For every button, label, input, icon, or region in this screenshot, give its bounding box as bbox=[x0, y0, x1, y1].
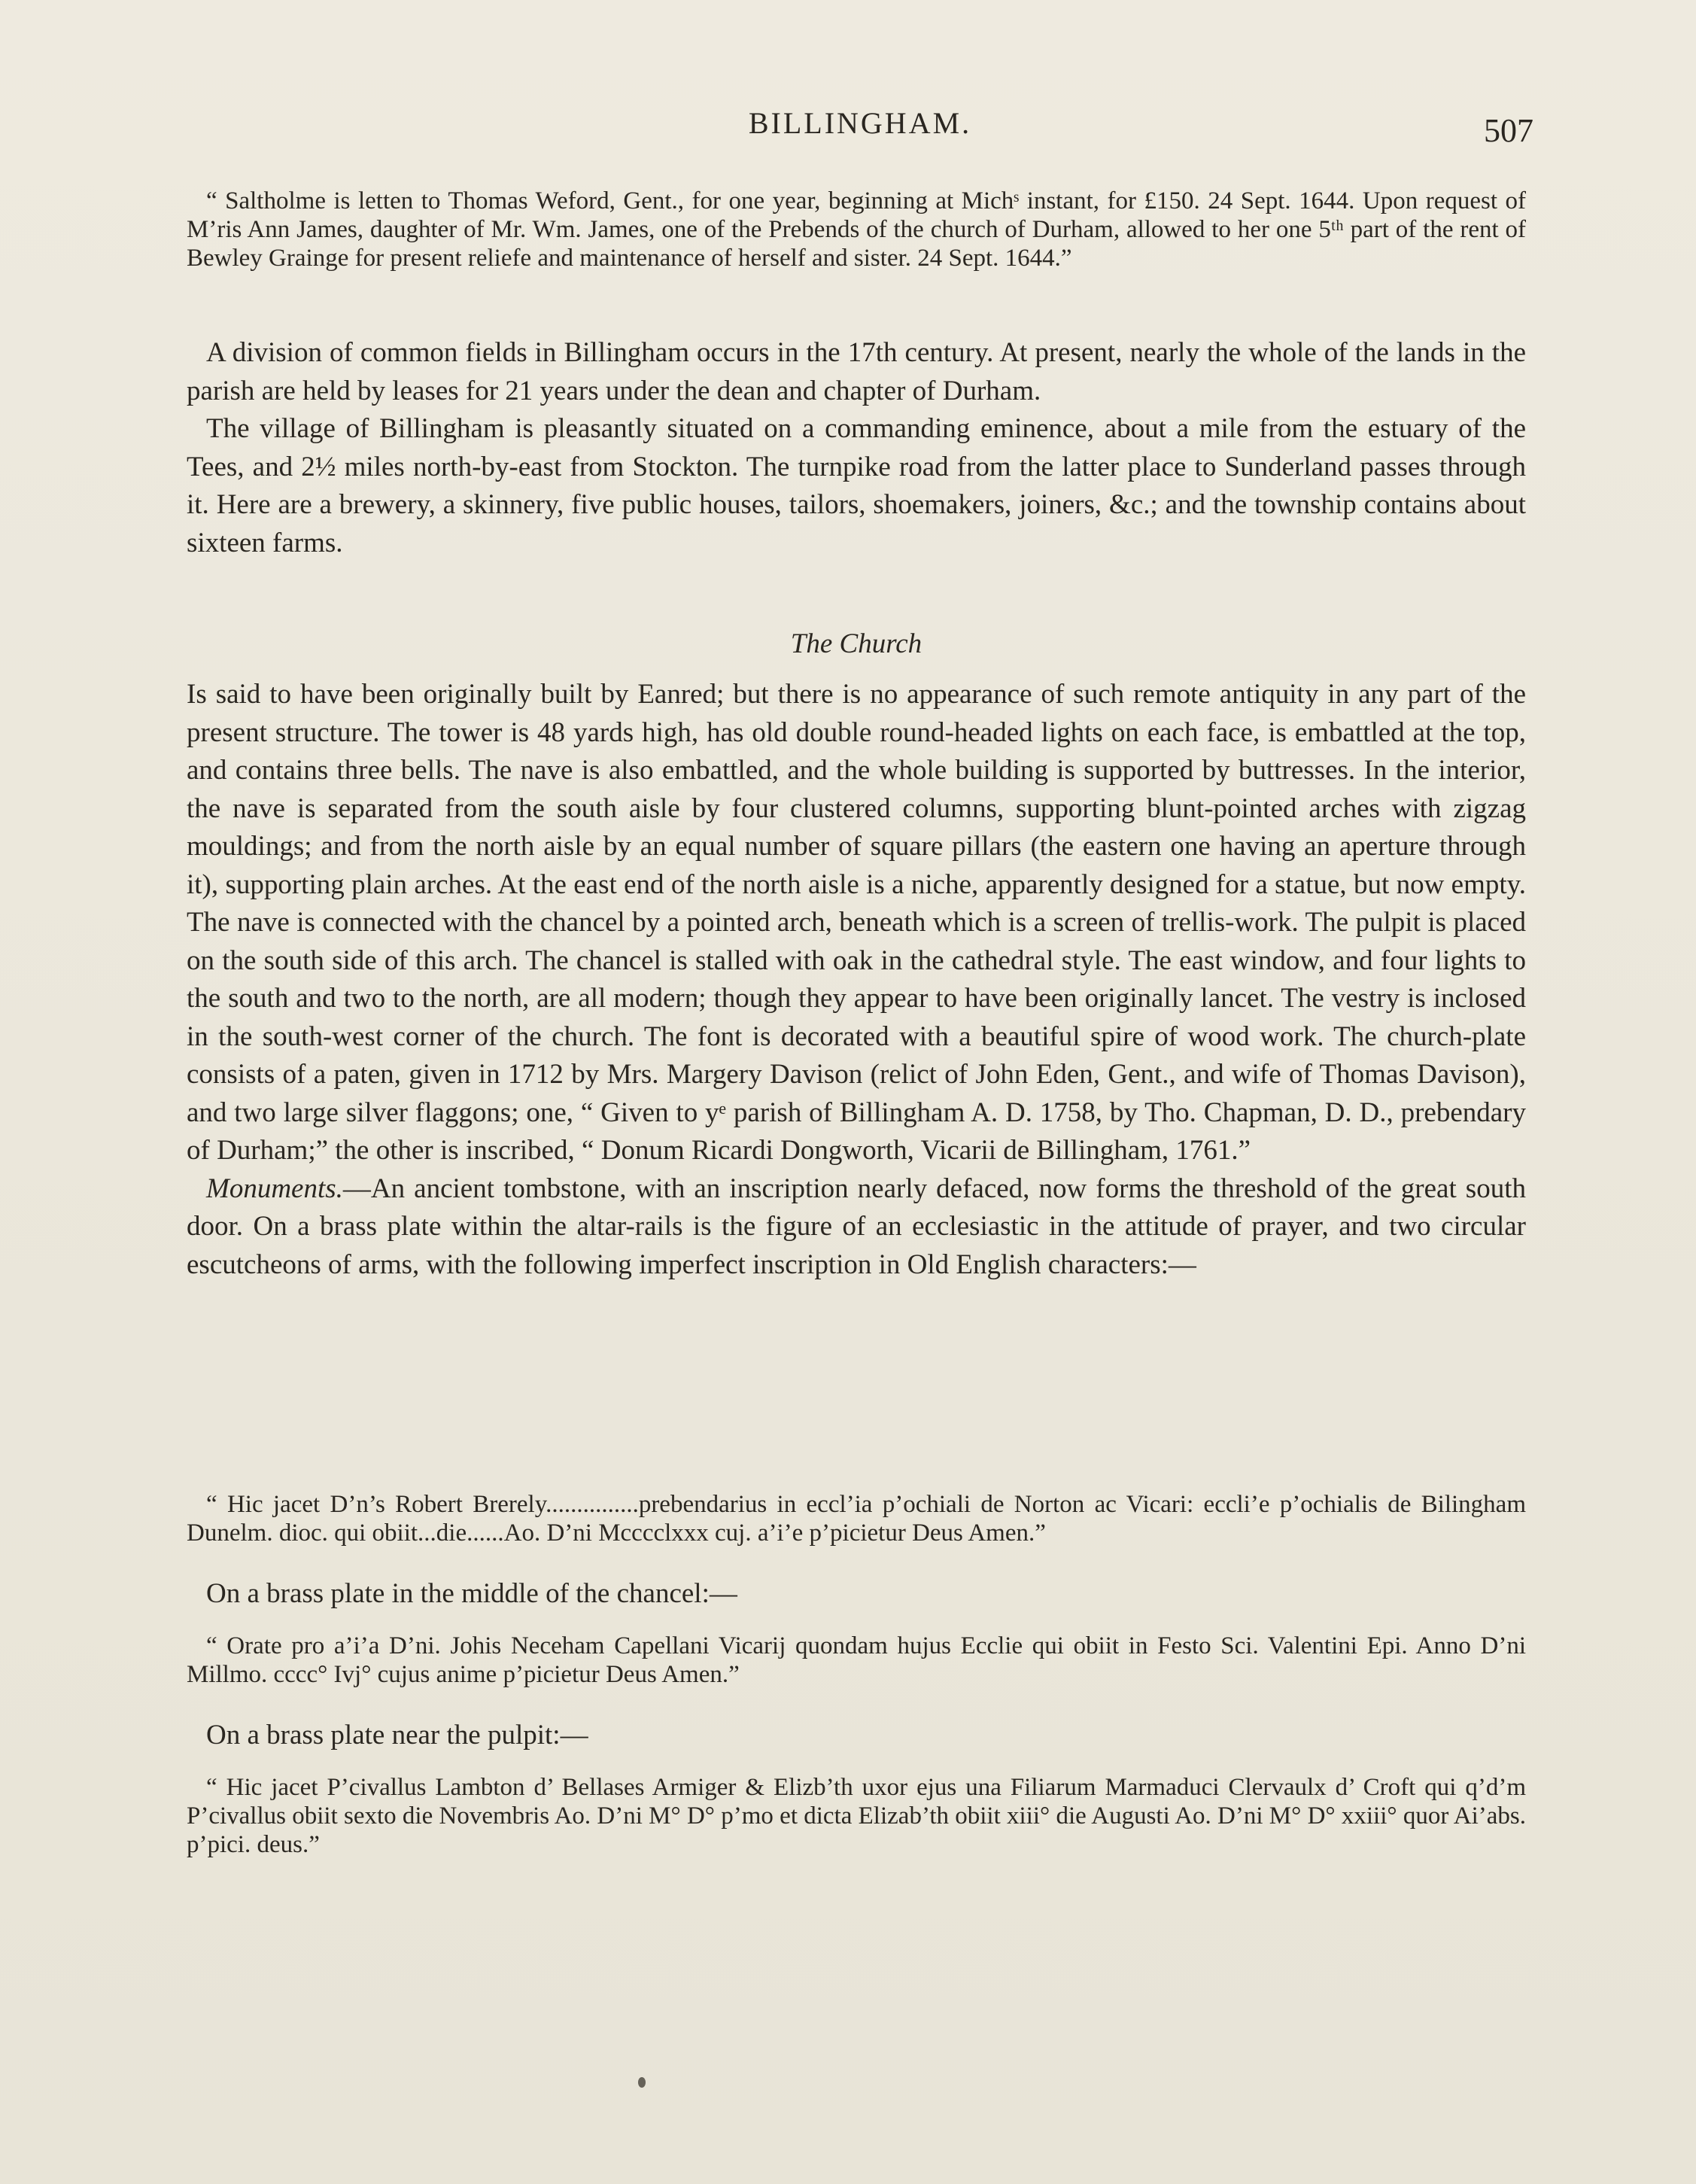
church-section bbox=[187, 676, 1526, 1284]
paragraph-church: Is said to have been originally built by Eanred; but there is no appearance of such remote antiquity in any part of the present structure. The tower is 48 yards high, has old double round-headed lights on each face, is embattled at the top, and contains three bells. The nave is also embattled, and the whole building is supported by buttresses. In the interior, the nave is separated from the south aisle by four clustered columns, supporting blunt-pointed arches with zigzag mouldings; and from the north aisle by an equal number of square pillars (the eastern one having an aperture through it), supporting plain arches. At the east end of the north aisle is a niche, apparently designed for a statue, but now empty. The nave is connected with the chancel by a pointed arch, beneath which is a screen of trellis-work. The pulpit is placed on the south side of this arch. The chancel is stalled with oak in the cathedral style. The east window, and four lights to the south and two to the north, are all modern; though they appear to have been originally lancet. The vestry is inclosed in the south-west corner of the church. The font is decorated with a beautiful spire of wood work. The church-plate consists of a paten, given in 1712 by Mrs. Margery Davison (relict of John Eden, Gent., and wife of Thomas Davison), and two large silver flaggons; one, “ Given to yᵉ parish of Billingham A. D. 1758, by Tho. Chapman, D. D., prebendary of Durham;” the other is inscribed, “ Donum Ricardi Dongworth, Vicarii de Billingham, 1761.” bbox=[187, 679, 1526, 1166]
section-heading-church: The Church bbox=[790, 628, 922, 659]
page-title: BILLINGHAM. bbox=[748, 106, 972, 140]
inscription-brerely: “ Hic jacet D’n’s Robert Brerely...............prebendarius in eccl’ia p’ochiali de Norton ac Vicari: eccli’e p’ochialis de Bilingham Dunelm. dioc. qui obiit...die......Ao. D’ni Mcccclxxx cuj. a’i’e p’picietur Deus Amen.” bbox=[187, 1491, 1526, 1547]
ink-speck bbox=[638, 2077, 646, 2088]
paragraph-common-fields: A division of common fields in Billingham occurs in the 17th century. At present, nearly the whole of the lands in the parish are held by leases for 21 years under the dean and chapter of Durham. bbox=[187, 337, 1526, 406]
quote-saltholme: “ Saltholme is letten to Thomas Weford, Gent., for one year, beginning at Michˢ instant, for £150. 24 Sept. 1644. Upon request of M’ris Ann James, daughter of Mr. Wm. James, one of the Prebends of the church of Durham, allowed to her one 5ᵗʰ part of the rent of Bewley Grainge for present reliefe and maintenance of herself and sister. 24 Sept. 1644.” bbox=[187, 187, 1526, 272]
running-header bbox=[187, 105, 1533, 151]
inscription-neceham: “ Orate pro a’i’a D’ni. Johis Neceham Capellani Vicarij quondam hujus Ecclie qui obiit in Festo Sci. Valentini Epi. Anno D’ni Millmo. cccc° Ivj° cujus anime p’picietur Deus Amen.” bbox=[187, 1632, 1526, 1688]
paragraph-village: The village of Billingham is pleasantly situated on a commanding eminence, about a mile from the estuary of the Tees, and 2½ miles north-by-east from Stockton. The turnpike road from the latter place to Sunderland passes through it. Here are a brewery, a skinnery, five public houses, tailors, shoemakers, joiners, &c.; and the township contains about sixteen farms. bbox=[187, 413, 1526, 558]
monuments-text: —An ancient tombstone, with an inscription nearly defaced, now forms the threshold of the great south door. On a brass plate within the altar-rails is the figure of an ecclesiastic in the attitude of prayer, and two circular escutcheons of arms, with the following imperfect inscription in Old English characters:— bbox=[187, 1173, 1526, 1280]
page-number: 507 bbox=[1484, 112, 1533, 149]
monuments-label: Monuments. bbox=[206, 1173, 343, 1204]
inscription-lambton: “ Hic jacet P’civallus Lambton d’ Bellases Armiger & Elizb’th uxor ejus una Filiarum Marmaduci Clervaulx d’ Croft qui q’d’m P’civallus obiit sexto die Novembris Ao. D’ni M° D° p’mo et dicta Elizab’th obiit xiii° die Augusti Ao. D’ni M° D° xxiii° quor Ai’abs. p’pici. deus.” bbox=[187, 1774, 1526, 1858]
village-paragraphs bbox=[187, 334, 1526, 562]
lead-chancel-plate: On a brass plate in the middle of the chancel:— bbox=[206, 1578, 737, 1609]
paragraph-monuments bbox=[187, 1170, 1526, 1285]
lead-pulpit-plate: On a brass plate near the pulpit:— bbox=[206, 1720, 588, 1751]
